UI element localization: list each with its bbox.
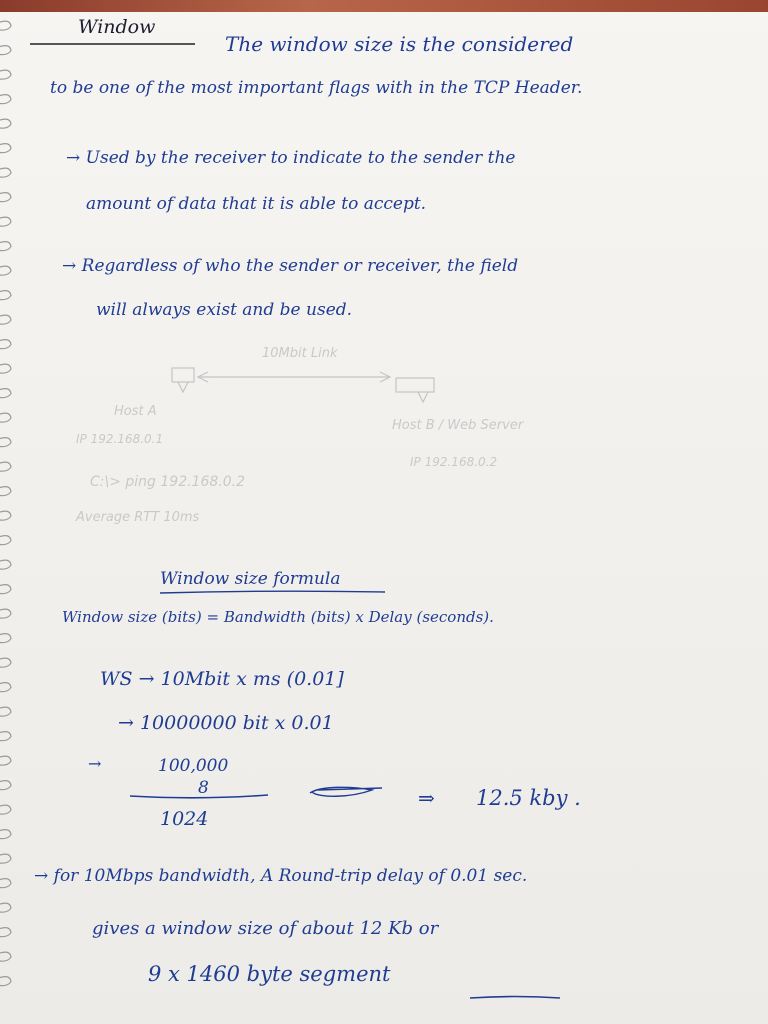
intro-line-1: The window size is the considered <box>225 32 574 56</box>
faded-host-a: Host A <box>114 404 157 419</box>
faded-host-b-ip: IP 192.168.0.2 <box>410 455 498 469</box>
faded-average-rtt: Average RTT 10ms <box>76 510 200 525</box>
formula-heading: Window size formula <box>160 569 341 589</box>
scribble-mark <box>310 787 382 796</box>
point1-line-1: → Used by the receiver to indicate to the sender the <box>66 148 516 168</box>
calc-step-2: → 10000000 bit x 0.01 <box>118 712 334 734</box>
network-diagram <box>172 368 434 402</box>
conclusion-line-3: 9 x 1460 byte segment <box>148 962 391 986</box>
faded-link-label: 10Mbit Link <box>262 346 338 361</box>
host-a-stand <box>178 382 188 392</box>
host-b-stand <box>418 392 428 402</box>
calc-denominator: 8 <box>198 778 209 798</box>
point1-line-2: amount of data that it is able to accept. <box>86 194 427 214</box>
calc-numerator: 100,000 <box>158 756 229 776</box>
calc-step-3-arrow: → <box>88 754 102 773</box>
intro-line-2: to be one of the most important flags with in the TCP Header. <box>50 78 583 98</box>
calc-divisor: 1024 <box>160 808 209 830</box>
faded-host-a-ip: IP 192.168.0.1 <box>76 432 164 446</box>
faded-ping-command: C:\> ping 192.168.0.2 <box>90 474 245 490</box>
point2-line-2: will always exist and be used. <box>96 300 353 320</box>
host-a-computer-icon <box>172 368 194 382</box>
conclusion-line-1: → for 10Mbps bandwidth, A Round-trip delay of 0.01 sec. <box>34 866 528 886</box>
conclusion-line-2: gives a window size of about 12 Kb or <box>92 918 439 939</box>
calc-result: 12.5 kby . <box>476 786 581 810</box>
point2-line-1: → Regardless of who the sender or receiver, the field <box>62 256 519 276</box>
formula-heading-underline <box>160 591 385 593</box>
faded-host-b: Host B / Web Server <box>392 418 524 433</box>
calc-arrow: ⇒ <box>418 786 435 810</box>
host-b-server-icon <box>396 378 434 392</box>
formula-line: Window size (bits) = Bandwidth (bits) x Delay (seconds). <box>62 608 494 626</box>
segment-underline <box>470 997 560 999</box>
page-heading: Window <box>78 16 156 38</box>
calc-step-1: WS → 10Mbit x ms (0.01] <box>100 668 344 690</box>
